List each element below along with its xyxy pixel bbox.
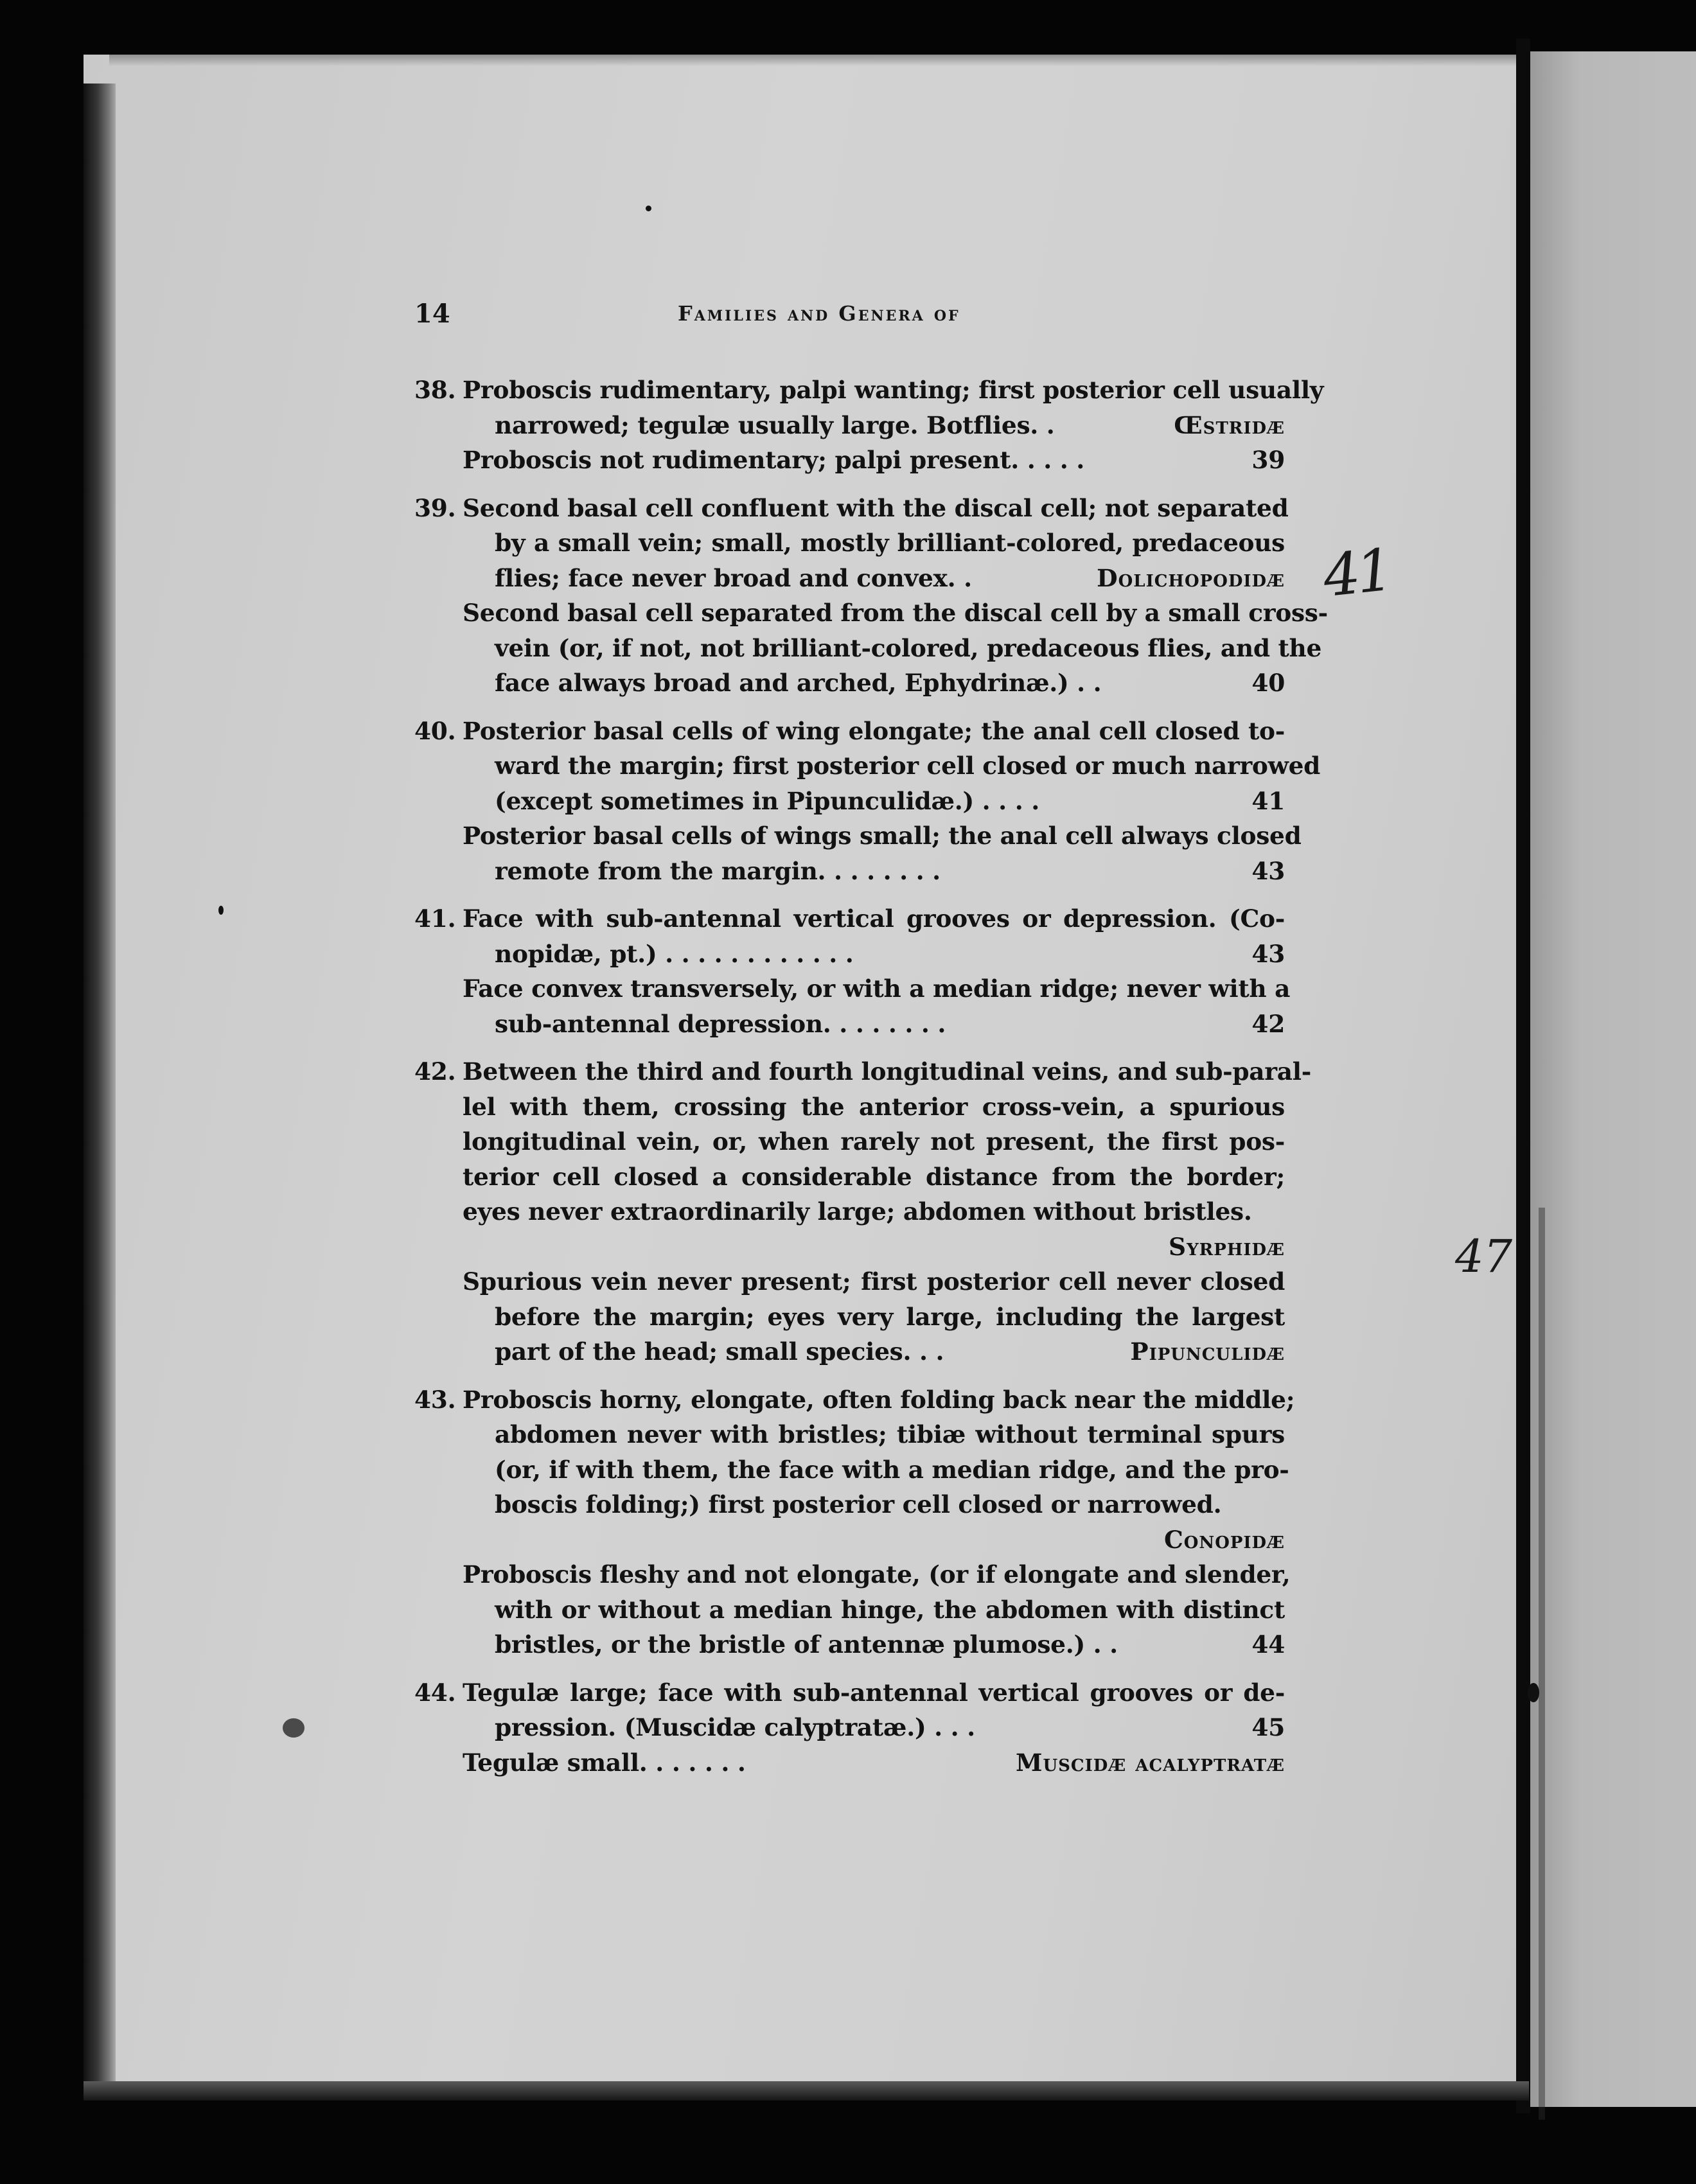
family-name: Conopidæ bbox=[1163, 1525, 1285, 1554]
page-left-shadow bbox=[84, 84, 116, 2100]
lead-line: Second basal cell separated from the discal cell by a small cross- bbox=[463, 599, 1328, 627]
lead-line: Spurious vein never present; first posterior cell never closed bbox=[463, 1267, 1285, 1296]
lead-line bbox=[463, 1522, 1285, 1558]
key-couplet-42 bbox=[414, 1054, 1311, 1369]
key-lead bbox=[414, 971, 1291, 1041]
lead-text: Proboscis not rudimentary; palpi present. . . . . bbox=[463, 446, 1085, 474]
lead-line: Posterior basal cells of wings small; the anal cell always closed bbox=[463, 822, 1302, 850]
lead-line: (or, if with them, the face with a median ridge, and the pro- bbox=[495, 1455, 1289, 1484]
couplet-number: 44. bbox=[414, 1678, 456, 1707]
lead-line bbox=[463, 1007, 1285, 1042]
key-lead bbox=[414, 595, 1328, 701]
lead-line: abdomen never with bristles; tibiæ without terminal spurs bbox=[495, 1420, 1285, 1449]
page-header bbox=[414, 299, 1285, 337]
lead-line bbox=[463, 937, 1285, 972]
key-couplet-40 bbox=[414, 714, 1321, 889]
lead-line: Face with sub-antennal vertical grooves or depression. (Co- bbox=[463, 904, 1285, 933]
key-lead bbox=[414, 1382, 1295, 1558]
couplet-number: 42. bbox=[414, 1057, 456, 1086]
ink-speck bbox=[218, 906, 224, 915]
lead-line: Tegulæ large; face with sub-antennal vertical grooves or de- bbox=[463, 1678, 1285, 1707]
family-name: Pipunculidæ bbox=[1130, 1337, 1285, 1366]
lead-line: before the margin; eyes very large, including the largest bbox=[495, 1302, 1285, 1331]
lead-text: remote from the margin. . . . . . . . bbox=[495, 856, 941, 885]
lead-line bbox=[463, 443, 1285, 478]
lead-line: lel with them, crossing the anterior cross-vein, a spurious bbox=[463, 1092, 1285, 1121]
key-lead bbox=[414, 1264, 1285, 1369]
lead-text: (except sometimes in Pipunculidæ.) . . . . bbox=[495, 786, 1039, 815]
handwritten-annotation: 41 bbox=[1320, 536, 1393, 611]
couplet-reference: 44 bbox=[1251, 1630, 1285, 1659]
lead-line: boscis folding;) first posterior cell closed or narrowed. bbox=[495, 1490, 1222, 1519]
lead-text: pression. (Muscidæ calyptratæ.) . . . bbox=[495, 1713, 975, 1741]
ink-speck bbox=[1528, 1683, 1539, 1702]
couplet-reference: 40 bbox=[1251, 669, 1285, 697]
lead-line: Between the third and fourth longitudinal veins, and sub-paral- bbox=[463, 1057, 1311, 1086]
lead-line: terior cell closed a considerable distance from the border; bbox=[463, 1162, 1285, 1191]
page-bottom-shadow bbox=[84, 2081, 1529, 2100]
key-lead bbox=[414, 1675, 1285, 1745]
key-lead bbox=[414, 901, 1285, 971]
edge-scratch bbox=[1539, 1208, 1545, 2120]
key-couplet-39 bbox=[414, 491, 1328, 701]
key-lead bbox=[414, 1054, 1311, 1264]
couplet-number: 38. bbox=[414, 376, 456, 404]
key-couplet-44 bbox=[414, 1675, 1285, 1781]
lead-line: Proboscis horny, elongate, often folding back near the middle; bbox=[463, 1385, 1295, 1414]
ink-speck bbox=[646, 206, 651, 211]
key-lead bbox=[414, 443, 1285, 478]
couplet-reference: 42 bbox=[1251, 1009, 1285, 1038]
couplet-reference: 41 bbox=[1251, 786, 1285, 815]
key-couplet-38 bbox=[414, 373, 1324, 478]
couplet-number: 43. bbox=[414, 1385, 456, 1414]
lead-line: with or without a median hinge, the abdomen with distinct bbox=[495, 1595, 1285, 1624]
key-lead bbox=[414, 714, 1321, 819]
lead-line bbox=[463, 1710, 1285, 1745]
lead-line: Face convex transversely, or with a median ridge; never with a bbox=[463, 974, 1291, 1003]
family-name: Syrphidæ bbox=[1169, 1232, 1285, 1261]
lead-line: longitudinal vein, or, when rarely not present, the first pos- bbox=[463, 1127, 1285, 1156]
key-lead bbox=[414, 1557, 1291, 1662]
couplet-reference: 39 bbox=[1251, 446, 1285, 474]
lead-line: vein (or, if not, not brilliant-colored, predaceous flies, and the bbox=[495, 633, 1322, 662]
lead-line bbox=[463, 854, 1285, 889]
couplet-reference: 43 bbox=[1251, 856, 1285, 885]
lead-text: bristles, or the bristle of antennæ plumose.) . . bbox=[495, 1630, 1118, 1659]
couplet-number: 41. bbox=[414, 904, 456, 933]
smudge bbox=[283, 1718, 305, 1738]
lead-line: Proboscis fleshy and not elongate, (or if elongate and slender, bbox=[463, 1560, 1291, 1589]
lead-line bbox=[463, 1745, 1285, 1781]
key-lead bbox=[414, 1745, 1285, 1781]
key-lead bbox=[414, 491, 1289, 596]
lead-line: by a small vein; small, mostly brilliant-colored, predaceous bbox=[495, 529, 1285, 557]
lead-line bbox=[463, 665, 1285, 701]
lead-line bbox=[463, 408, 1285, 443]
lead-line: Proboscis rudimentary, palpi wanting; first posterior cell usually bbox=[463, 376, 1324, 404]
family-name: Dolichopodidæ bbox=[1097, 563, 1285, 592]
identification-key bbox=[414, 373, 1328, 1780]
lead-text: flies; face never broad and convex. . bbox=[495, 563, 972, 592]
facing-page-edge bbox=[1530, 51, 1696, 2107]
lead-line bbox=[463, 1229, 1285, 1265]
book-gutter bbox=[1516, 39, 1530, 2113]
key-couplet-41 bbox=[414, 901, 1291, 1041]
running-title: Families and Genera of bbox=[678, 301, 960, 326]
key-couplet-43 bbox=[414, 1382, 1295, 1662]
lead-line: Posterior basal cells of wing elongate; the anal cell closed to- bbox=[463, 716, 1285, 745]
lead-line: eyes never extraordinarily large; abdomen without bristles. bbox=[463, 1197, 1252, 1226]
lead-text: part of the head; small species. . . bbox=[495, 1337, 944, 1366]
key-lead bbox=[414, 373, 1324, 443]
couplet-reference: 43 bbox=[1251, 939, 1285, 968]
lead-line bbox=[463, 1627, 1285, 1662]
couplet-reference: 45 bbox=[1251, 1713, 1285, 1741]
lead-text: sub-antennal depression. . . . . . . . bbox=[495, 1009, 946, 1038]
lead-line bbox=[463, 561, 1285, 596]
lead-text: face always broad and arched, Ephydrinæ.) . . bbox=[495, 669, 1102, 697]
lead-text: narrowed; tegulæ usually large. Botflies. . bbox=[495, 410, 1055, 439]
handwritten-annotation: 47 bbox=[1455, 1230, 1513, 1283]
lead-text: Tegulæ small. . . . . . . bbox=[463, 1748, 746, 1777]
key-lead bbox=[414, 818, 1302, 888]
family-name: Œstridæ bbox=[1174, 410, 1285, 439]
family-name: Muscidæ acalyptratæ bbox=[1015, 1748, 1285, 1777]
lead-text: nopidæ, pt.) . . . . . . . . . . . . bbox=[495, 939, 854, 968]
couplet-number: 40. bbox=[414, 716, 456, 745]
lead-line: ward the margin; first posterior cell closed or much narrowed bbox=[495, 752, 1321, 780]
lead-line bbox=[463, 784, 1285, 819]
couplet-number: 39. bbox=[414, 493, 456, 522]
lead-line: Second basal cell confluent with the discal cell; not separated bbox=[463, 493, 1289, 522]
page-top-shadow bbox=[109, 55, 1516, 66]
lead-line bbox=[463, 1334, 1285, 1369]
page-number: 14 bbox=[414, 299, 450, 329]
